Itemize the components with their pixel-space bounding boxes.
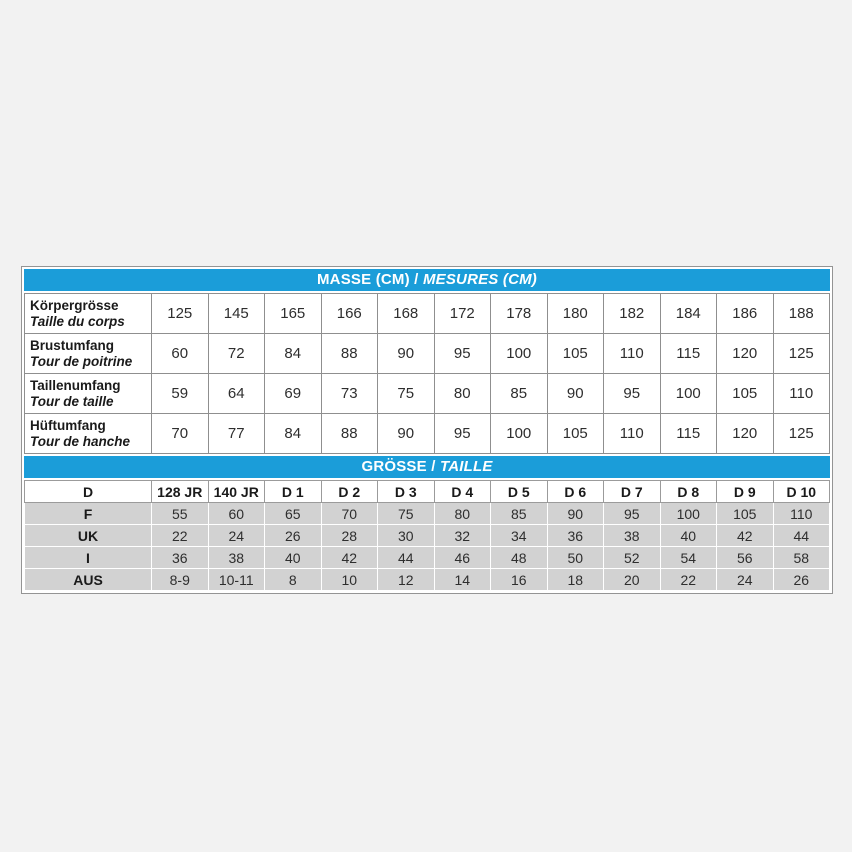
measurement-value-cell: 172 (434, 294, 491, 334)
size-value-cell: 48 (491, 547, 548, 569)
measurement-value-cell: 88 (321, 334, 378, 374)
measurement-value-cell: 125 (152, 294, 209, 334)
measurement-value-cell: 88 (321, 414, 378, 454)
measurements-table (24, 293, 830, 454)
measurement-value-cell: 115 (660, 334, 717, 374)
measurement-value-cell: 110 (604, 414, 661, 454)
measurement-value-cell: 64 (208, 374, 265, 414)
measurement-value-cell: 90 (378, 334, 435, 374)
size-value-cell: 105 (717, 503, 774, 525)
measurement-value-cell: 77 (208, 414, 265, 454)
size-value-cell: 16 (491, 569, 548, 591)
size-value-cell: 46 (434, 547, 491, 569)
size-value-cell: 44 (773, 525, 830, 547)
size-value-cell: D 10 (773, 481, 830, 503)
size-value-cell: D 4 (434, 481, 491, 503)
size-value-cell: 85 (491, 503, 548, 525)
measurement-value-cell: 165 (265, 294, 322, 334)
size-value-cell: 65 (265, 503, 322, 525)
measurement-value-cell: 188 (773, 294, 830, 334)
measurement-value-cell: 95 (604, 374, 661, 414)
size-value-cell: 32 (434, 525, 491, 547)
size-value-cell: 70 (321, 503, 378, 525)
measurement-value-cell: 125 (773, 414, 830, 454)
measurement-value-cell: 168 (378, 294, 435, 334)
size-value-cell: 18 (547, 569, 604, 591)
measurement-value-cell: 145 (208, 294, 265, 334)
measurement-label-de: Taillenumfang (30, 377, 121, 393)
size-value-cell: 44 (378, 547, 435, 569)
measurement-value-cell: 84 (265, 414, 322, 454)
size-value-cell: 58 (773, 547, 830, 569)
size-value-cell: 24 (717, 569, 774, 591)
measurement-label-de: Brustumfang (30, 337, 114, 353)
measurement-value-cell: 72 (208, 334, 265, 374)
measurement-label-fr: Tour de poitrine (30, 353, 133, 369)
size-value-cell: 10-11 (208, 569, 265, 591)
measurement-value-cell: 180 (547, 294, 604, 334)
size-value-cell: 40 (265, 547, 322, 569)
size-value-cell: 24 (208, 525, 265, 547)
measurement-value-cell: 84 (265, 334, 322, 374)
measurement-value-cell: 80 (434, 374, 491, 414)
size-value-cell: 26 (265, 525, 322, 547)
sizes-section-header (24, 456, 830, 478)
sizes-tbody (25, 481, 830, 591)
size-value-cell: 128 JR (152, 481, 209, 503)
size-system-label-cell: AUS (25, 569, 152, 591)
size-value-cell: D 3 (378, 481, 435, 503)
measurement-value-cell: 100 (660, 374, 717, 414)
measurement-value-cell: 186 (717, 294, 774, 334)
measurement-row (25, 334, 830, 374)
measurement-value-cell: 73 (321, 374, 378, 414)
measurement-row (25, 414, 830, 454)
measurement-value-cell: 90 (378, 414, 435, 454)
size-value-cell: 10 (321, 569, 378, 591)
size-system-row (25, 503, 830, 525)
measurement-value-cell: 184 (660, 294, 717, 334)
size-value-cell: 95 (604, 503, 661, 525)
measurement-value-cell: 110 (773, 374, 830, 414)
size-value-cell: 80 (434, 503, 491, 525)
measurement-value-cell: 100 (491, 334, 548, 374)
size-system-label-cell: D (25, 481, 152, 503)
measurement-value-cell: 100 (491, 414, 548, 454)
size-value-cell: 36 (547, 525, 604, 547)
sizes-title-main: GRÖSSE / (361, 458, 436, 475)
measurement-label-de: Körpergrösse (30, 297, 119, 313)
sizes-title-italic: TAILLE (439, 458, 493, 475)
measurement-value-cell: 60 (152, 334, 209, 374)
size-value-cell: 55 (152, 503, 209, 525)
measurement-value-cell: 69 (265, 374, 322, 414)
measurement-value-cell: 59 (152, 374, 209, 414)
measurement-value-cell: 105 (547, 414, 604, 454)
measurements-title-main: MASSE (CM) / (316, 271, 419, 288)
measurement-value-cell: 115 (660, 414, 717, 454)
measurements-section-header (24, 269, 830, 291)
size-value-cell: 20 (604, 569, 661, 591)
size-system-label-cell: F (25, 503, 152, 525)
measurement-value-cell: 166 (321, 294, 378, 334)
measurement-value-cell: 75 (378, 374, 435, 414)
measurements-tbody (25, 294, 830, 454)
measurement-value-cell: 120 (717, 334, 774, 374)
size-value-cell: D 2 (321, 481, 378, 503)
measurement-value-cell: 178 (491, 294, 548, 334)
size-value-cell: 26 (773, 569, 830, 591)
size-value-cell: 8-9 (152, 569, 209, 591)
size-value-cell: 30 (378, 525, 435, 547)
size-value-cell: 40 (660, 525, 717, 547)
measurement-value-cell: 105 (717, 374, 774, 414)
measurement-value-cell: 95 (434, 334, 491, 374)
size-value-cell: 56 (717, 547, 774, 569)
measurement-value-cell: 105 (547, 334, 604, 374)
size-value-cell: 8 (265, 569, 322, 591)
size-value-cell: 22 (152, 525, 209, 547)
size-value-cell: 38 (208, 547, 265, 569)
size-value-cell: 12 (378, 569, 435, 591)
size-system-row (25, 569, 830, 591)
measurement-value-cell: 120 (717, 414, 774, 454)
size-value-cell: 14 (434, 569, 491, 591)
measurement-value-cell: 85 (491, 374, 548, 414)
measurement-value-cell: 90 (547, 374, 604, 414)
size-value-cell: D 5 (491, 481, 548, 503)
size-value-cell: 75 (378, 503, 435, 525)
size-value-cell: 110 (773, 503, 830, 525)
size-value-cell: 50 (547, 547, 604, 569)
measurement-value-cell: 182 (604, 294, 661, 334)
size-value-cell: 140 JR (208, 481, 265, 503)
size-chart-panel (21, 266, 833, 594)
size-value-cell: 42 (717, 525, 774, 547)
measurement-label-fr: Tour de taille (30, 393, 114, 409)
measurement-label-fr: Taille du corps (30, 313, 125, 329)
size-value-cell: 100 (660, 503, 717, 525)
measurement-value-cell: 95 (434, 414, 491, 454)
size-value-cell: 52 (604, 547, 661, 569)
measurement-value-cell: 125 (773, 334, 830, 374)
size-value-cell: 90 (547, 503, 604, 525)
measurement-label-cell (25, 414, 152, 454)
size-value-cell: D 6 (547, 481, 604, 503)
size-value-cell: 60 (208, 503, 265, 525)
size-value-cell: D 7 (604, 481, 661, 503)
size-value-cell: D 1 (265, 481, 322, 503)
size-value-cell: 54 (660, 547, 717, 569)
measurement-label-cell (25, 374, 152, 414)
measurement-label-de: Hüftumfang (30, 417, 106, 433)
size-system-row (25, 547, 830, 569)
size-value-cell: D 9 (717, 481, 774, 503)
size-value-cell: 22 (660, 569, 717, 591)
measurement-value-cell: 110 (604, 334, 661, 374)
measurements-title-italic: MESURES (CM) (422, 271, 538, 288)
measurement-value-cell: 70 (152, 414, 209, 454)
size-value-cell: 36 (152, 547, 209, 569)
sizes-table (24, 480, 830, 591)
size-value-cell: 42 (321, 547, 378, 569)
size-system-label-cell: UK (25, 525, 152, 547)
measurement-row (25, 374, 830, 414)
size-system-d-row (25, 481, 830, 503)
size-system-label-cell: I (25, 547, 152, 569)
measurement-label-cell (25, 294, 152, 334)
size-value-cell: D 8 (660, 481, 717, 503)
measurement-label-fr: Tour de hanche (30, 433, 131, 449)
measurement-label-cell (25, 334, 152, 374)
size-value-cell: 38 (604, 525, 661, 547)
size-system-row (25, 525, 830, 547)
size-value-cell: 28 (321, 525, 378, 547)
size-value-cell: 34 (491, 525, 548, 547)
measurement-row (25, 294, 830, 334)
